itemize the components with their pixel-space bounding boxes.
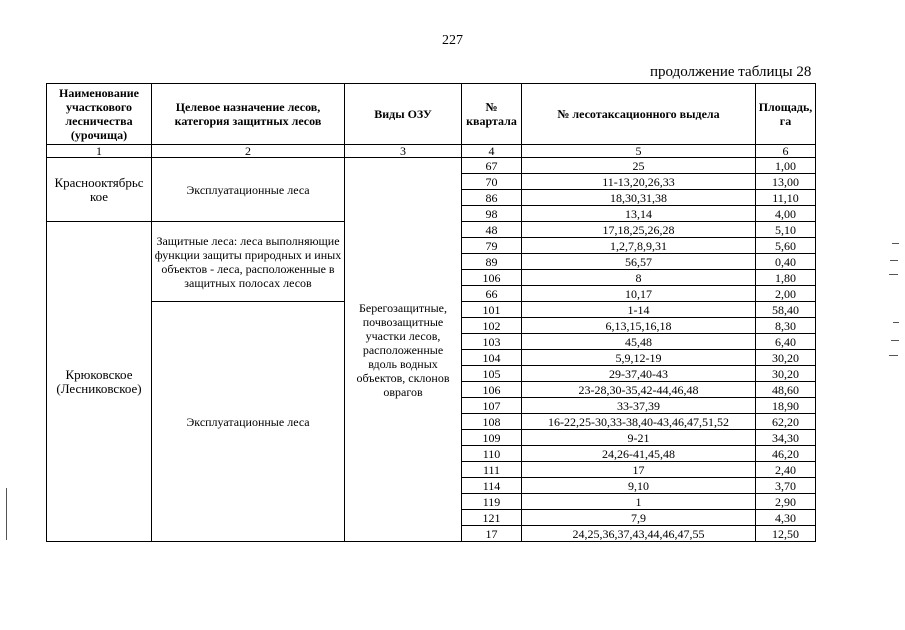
area-cell: 5,60	[756, 238, 816, 254]
column-number: 1	[47, 145, 152, 158]
area-cell: 62,20	[756, 414, 816, 430]
scan-mark	[893, 322, 899, 323]
area-cell: 30,20	[756, 366, 816, 382]
area-cell: 34,30	[756, 430, 816, 446]
allotment-cell: 24,26-41,45,48	[522, 446, 756, 462]
header-quarter: № квартала	[462, 84, 522, 145]
allotment-cell: 13,14	[522, 206, 756, 222]
area-cell: 12,50	[756, 526, 816, 542]
allotment-cell: 8	[522, 270, 756, 286]
quarter-cell: 108	[462, 414, 522, 430]
purpose-cell: Защитные леса: леса выполняющие функции защиты природных и иных объектов - леса, расположенные в защитных полосах лесов	[152, 222, 345, 302]
area-cell: 11,10	[756, 190, 816, 206]
quarter-cell: 103	[462, 334, 522, 350]
allotment-cell: 11-13,20,26,33	[522, 174, 756, 190]
column-number: 5	[522, 145, 756, 158]
quarter-cell: 107	[462, 398, 522, 414]
scan-mark	[891, 340, 899, 341]
quarter-cell: 111	[462, 462, 522, 478]
area-cell: 2,90	[756, 494, 816, 510]
table-header-row	[47, 84, 816, 145]
column-number-row	[47, 145, 816, 158]
area-cell: 46,20	[756, 446, 816, 462]
allotment-cell: 16-22,25-30,33-38,40-43,46,47,51,52	[522, 414, 756, 430]
quarter-cell: 48	[462, 222, 522, 238]
area-cell: 1,80	[756, 270, 816, 286]
allotment-cell: 10,17	[522, 286, 756, 302]
scan-mark	[889, 355, 898, 356]
quarter-cell: 101	[462, 302, 522, 318]
area-cell: 13,00	[756, 174, 816, 190]
allotment-cell: 56,57	[522, 254, 756, 270]
area-cell: 8,30	[756, 318, 816, 334]
area-cell: 30,20	[756, 350, 816, 366]
column-number: 6	[756, 145, 816, 158]
allotment-cell: 1-14	[522, 302, 756, 318]
area-cell: 58,40	[756, 302, 816, 318]
area-cell: 2,00	[756, 286, 816, 302]
quarter-cell: 17	[462, 526, 522, 542]
allotment-cell: 29-37,40-43	[522, 366, 756, 382]
area-cell: 2,40	[756, 462, 816, 478]
allotment-cell: 1	[522, 494, 756, 510]
quarter-cell: 106	[462, 382, 522, 398]
allotment-cell: 45,48	[522, 334, 756, 350]
allotment-cell: 25	[522, 158, 756, 174]
quarter-cell: 86	[462, 190, 522, 206]
purpose-cell: Эксплуатационные леса	[152, 302, 345, 542]
allotment-cell: 5,9,12-19	[522, 350, 756, 366]
allotment-cell: 24,25,36,37,43,44,46,47,55	[522, 526, 756, 542]
quarter-cell: 102	[462, 318, 522, 334]
quarter-cell: 70	[462, 174, 522, 190]
allotment-cell: 6,13,15,16,18	[522, 318, 756, 334]
allotment-cell: 17,18,25,26,28	[522, 222, 756, 238]
allotment-cell: 9,10	[522, 478, 756, 494]
quarter-cell: 79	[462, 238, 522, 254]
page-number: 227	[442, 33, 463, 48]
quarter-cell: 106	[462, 270, 522, 286]
scan-mark	[892, 243, 899, 244]
forestry-cell: Краснооктябрьс кое	[47, 158, 152, 222]
area-cell: 3,70	[756, 478, 816, 494]
header-forestry: Наименование участкового лесничества (урочища)	[47, 84, 152, 145]
allotment-cell: 1,2,7,8,9,31	[522, 238, 756, 254]
area-cell: 48,60	[756, 382, 816, 398]
allotment-cell: 7,9	[522, 510, 756, 526]
area-cell: 6,40	[756, 334, 816, 350]
scan-mark	[890, 260, 898, 261]
allotment-cell: 23-28,30-35,42-44,46,48	[522, 382, 756, 398]
quarter-cell: 105	[462, 366, 522, 382]
quarter-cell: 119	[462, 494, 522, 510]
quarter-cell: 98	[462, 206, 522, 222]
header-allotment: № лесотаксационного выдела	[522, 84, 756, 145]
ozu-cell: Берегозащитные, почвозащитные участки лесов, расположенные вдоль водных объектов, склонов оврагов	[345, 158, 462, 542]
quarter-cell: 109	[462, 430, 522, 446]
column-number: 4	[462, 145, 522, 158]
quarter-cell: 114	[462, 478, 522, 494]
table-row	[47, 158, 816, 174]
quarter-cell: 89	[462, 254, 522, 270]
area-cell: 5,10	[756, 222, 816, 238]
area-cell: 4,30	[756, 510, 816, 526]
table-continuation-label: продолжение таблицы 28	[650, 64, 812, 80]
forestry-cell: Крюковское (Лесниковское)	[47, 222, 152, 542]
quarter-cell: 110	[462, 446, 522, 462]
scan-mark	[6, 488, 7, 540]
allotment-cell: 9-21	[522, 430, 756, 446]
allotment-cell: 17	[522, 462, 756, 478]
quarter-cell: 66	[462, 286, 522, 302]
allotment-cell: 18,30,31,38	[522, 190, 756, 206]
quarter-cell: 67	[462, 158, 522, 174]
header-area: Площадь, га	[756, 84, 816, 145]
quarter-cell: 104	[462, 350, 522, 366]
area-cell: 1,00	[756, 158, 816, 174]
quarter-cell: 121	[462, 510, 522, 526]
header-ozu-types: Виды ОЗУ	[345, 84, 462, 145]
allotment-cell: 33-37,39	[522, 398, 756, 414]
column-number: 3	[345, 145, 462, 158]
scan-mark	[889, 274, 898, 275]
column-number: 2	[152, 145, 345, 158]
forest-allotment-table	[46, 83, 816, 542]
header-purpose: Целевое назначение лесов, категория защитных лесов	[152, 84, 345, 145]
area-cell: 0,40	[756, 254, 816, 270]
area-cell: 4,00	[756, 206, 816, 222]
purpose-cell: Эксплуатационные леса	[152, 158, 345, 222]
area-cell: 18,90	[756, 398, 816, 414]
